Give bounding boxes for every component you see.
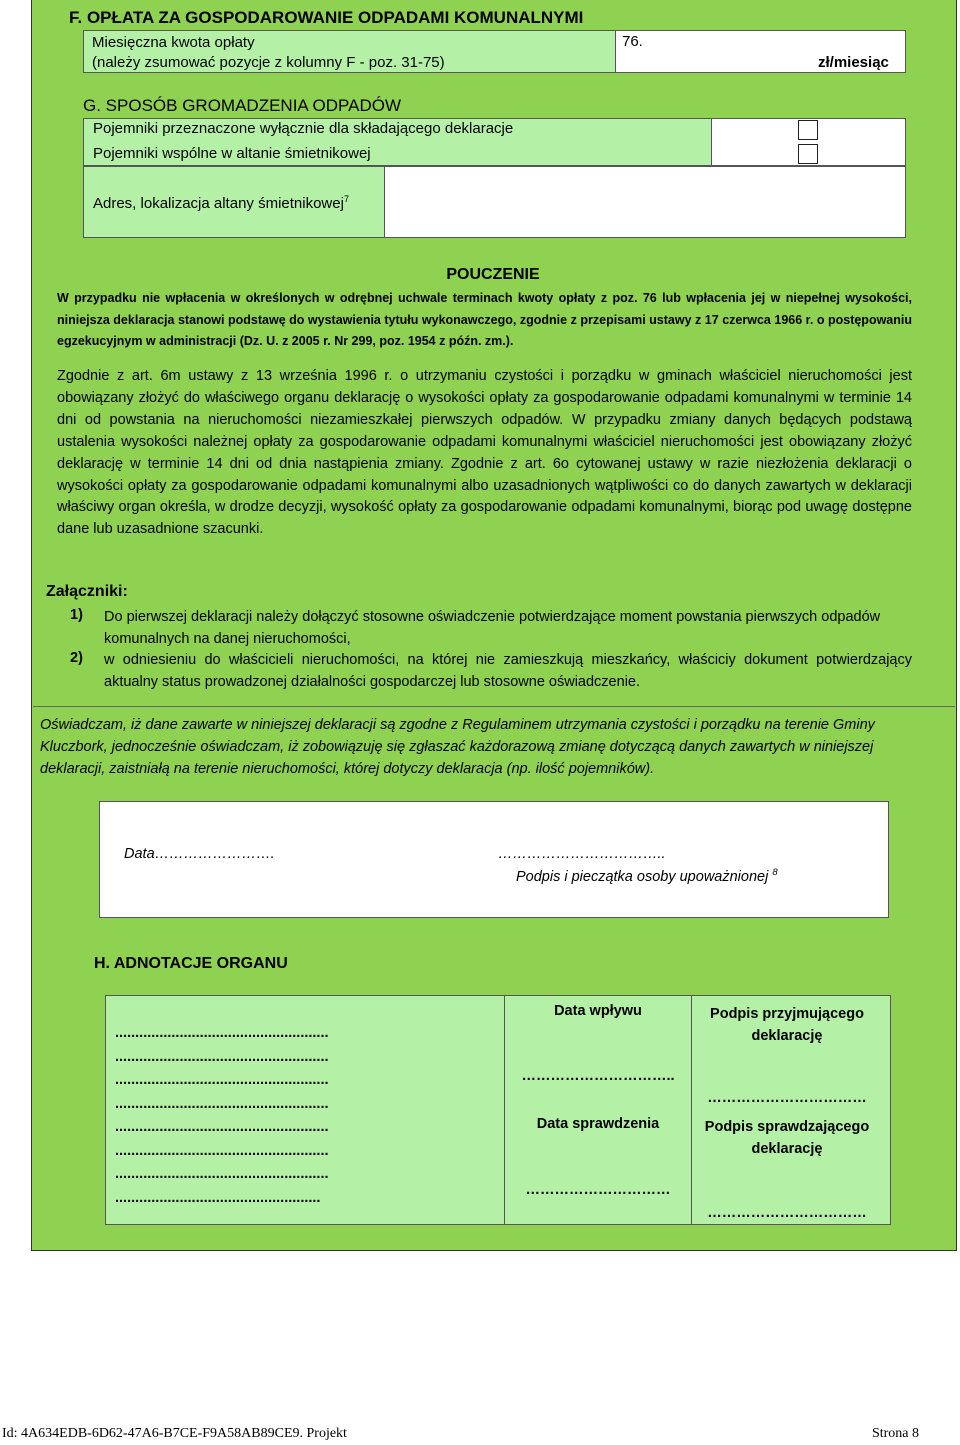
- attachment-2-number: 2): [70, 650, 83, 666]
- note-line[interactable]: ...................................................: [115, 1189, 321, 1206]
- option-shared-containers: Pojemniki wspólne w altanie śmietnikowej: [93, 145, 371, 162]
- verification-date-field[interactable]: …………………………: [525, 1182, 671, 1198]
- note-line[interactable]: .....................................................: [115, 1095, 329, 1112]
- address-label: [93, 194, 349, 212]
- unit-label: zł/miesiąc: [818, 54, 889, 71]
- monthly-fee-label-line2: (należy zsumować pozycje z kolumny F - poz. 31-75): [92, 54, 445, 71]
- footnote-8: 8: [772, 867, 778, 878]
- section-h-title: H. ADNOTACJE ORGANU: [94, 955, 288, 972]
- signature-label: [516, 867, 778, 885]
- section-f-title: F. OPŁATA ZA GOSPODAROWANIE ODPADAMI KOMUNALNYMI: [69, 8, 584, 27]
- verification-date-label: Data sprawdzenia: [536, 1116, 660, 1132]
- divider: [33, 706, 955, 707]
- note-line[interactable]: .....................................................: [115, 1025, 329, 1041]
- option-exclusive-containers: Pojemniki przeznaczone wyłącznie dla składającego deklaracje: [93, 120, 514, 137]
- attachments-title: [46, 583, 128, 601]
- position-number-76: 76.: [622, 33, 643, 50]
- receiver-signature-field[interactable]: ……………………………: [707, 1090, 867, 1106]
- checkbox-exclusive-containers[interactable]: [798, 120, 818, 140]
- note-line[interactable]: .....................................................: [115, 1142, 329, 1159]
- attachments-title-text: Załączniki:: [46, 583, 128, 600]
- receipt-date-field[interactable]: …………………………..: [521, 1068, 675, 1084]
- footnote-7: 7: [343, 194, 349, 204]
- address-field[interactable]: [384, 166, 906, 238]
- receipt-date-label: Data wpływu: [554, 1003, 642, 1019]
- verifier-signature-field[interactable]: ……………………………: [707, 1205, 867, 1221]
- page-number: Strona 8: [871, 1426, 919, 1441]
- monthly-fee-label: [92, 33, 445, 73]
- pouczenie-title: POUCZENIE: [446, 266, 540, 283]
- attachment-2-text: w odniesieniu do właścicieli nieruchomości, na której nie zamieszkują mieszkańcy, właściciy dokument potwierdzający aktualny status prowadzonej działalności gospodarczej lub stosowne oświadczenie.: [104, 652, 912, 690]
- declaration-text: Oświadczam, iż dane zawarte w niniejszej deklaracji są zgodne z Regulaminem utrzymania czystości i porządku na terenie Gminy Kluczbork, jednocześnie oświadczam, iż zobowiązuję się zgłaszać każdorazową zmianę dotyczącą danych zawartych w niniejszej deklaracji, zaistniałą na terenie nieruchomości, której dotyczy deklaracja (np. ilość pojemników).: [40, 717, 875, 777]
- note-line[interactable]: .....................................................: [115, 1048, 329, 1065]
- address-label-text: Adres, lokalizacja altany śmietnikowej: [93, 195, 344, 212]
- signature-label-text: Podpis i pieczątka osoby upoważnionej: [516, 868, 769, 885]
- document-id: Id: 4A634EDB-6D62-47A6-B7CE-F9A58AB89CE9. Projekt: [2, 1426, 347, 1441]
- signature-dots[interactable]: ……………………………..: [498, 846, 666, 862]
- checkbox-shared-containers[interactable]: [798, 144, 818, 164]
- verifier-signature-label: Podpis sprawdzającego deklarację: [704, 1119, 870, 1157]
- legal-text: Zgodnie z art. 6m ustawy z 13 września 1996 r. o utrzymaniu czystości i porządku w gminach właściciel nieruchomości jest obowiązany złożyć do właściwego organu deklarację o wysokości opłaty za gospodarowanie odpadami komunalnymi w terminie 14 dni od powstania na nieruchomości niezamieszkałej pierwszych odpadów. W przypadku zmiany danych będących podstawą ustalenia wysokości należnej opłaty za gospodarowanie odpadami komunalnymi właściciel nieruchomości jest obowiązany złożyć deklarację w terminie 14 dni od dnia nastąpienia zmiany. Zgodnie z art. 6o cytowanej ustawy w razie niezłożenia deklaracji o wysokości opłaty za gospodarowanie odpadami komunalnymi albo uzasadnionych wątpliwości co do danych zawartych w deklaracji właściwy organ określa, w drodze decyzji, wysokość opłaty za gospodarowanie odpadami komunalnymi, biorąc pod uwagę dostępne dane lub uzasadnione szacunki.: [57, 368, 912, 538]
- receiver-signature-label: Podpis przyjmującego deklarację: [710, 1006, 864, 1044]
- note-line[interactable]: .....................................................: [115, 1119, 329, 1135]
- pouczenie-text: W przypadku nie wpłacenia w określonych w odrębnej uchwale terminach kwoty opłaty z poz. 76 lub wpłacenia jej w niepełnej wysokości, niniejsza deklaracja stanowi podstawę do wystawienia tytułu wykonawczego, zgodnie z przepisami ustawy z 17 czerwca 1966 r. o postępowaniu egzekucyjnym w administracji (Dz. U. z 2005 r. Nr 299, poz. 1954 z późn. zm.).: [57, 291, 912, 348]
- attachment-1-number: 1): [70, 607, 83, 623]
- note-line[interactable]: .....................................................: [115, 1166, 329, 1182]
- notes-lines[interactable]: [115, 1022, 495, 1210]
- section-g-title: G. SPOSÓB GROMADZENIA ODPADÓW: [83, 96, 402, 115]
- monthly-fee-label-line1: Miesięczna kwota opłaty: [92, 34, 255, 51]
- note-line[interactable]: .....................................................: [115, 1072, 329, 1088]
- date-field[interactable]: Data…………………….: [124, 846, 275, 862]
- attachment-1-text: Do pierwszej deklaracji należy dołączyć stosowne oświadczenie potwierdzające moment powstania pierwszych odpadów komunalnych na danej nieruchomości,: [104, 609, 881, 647]
